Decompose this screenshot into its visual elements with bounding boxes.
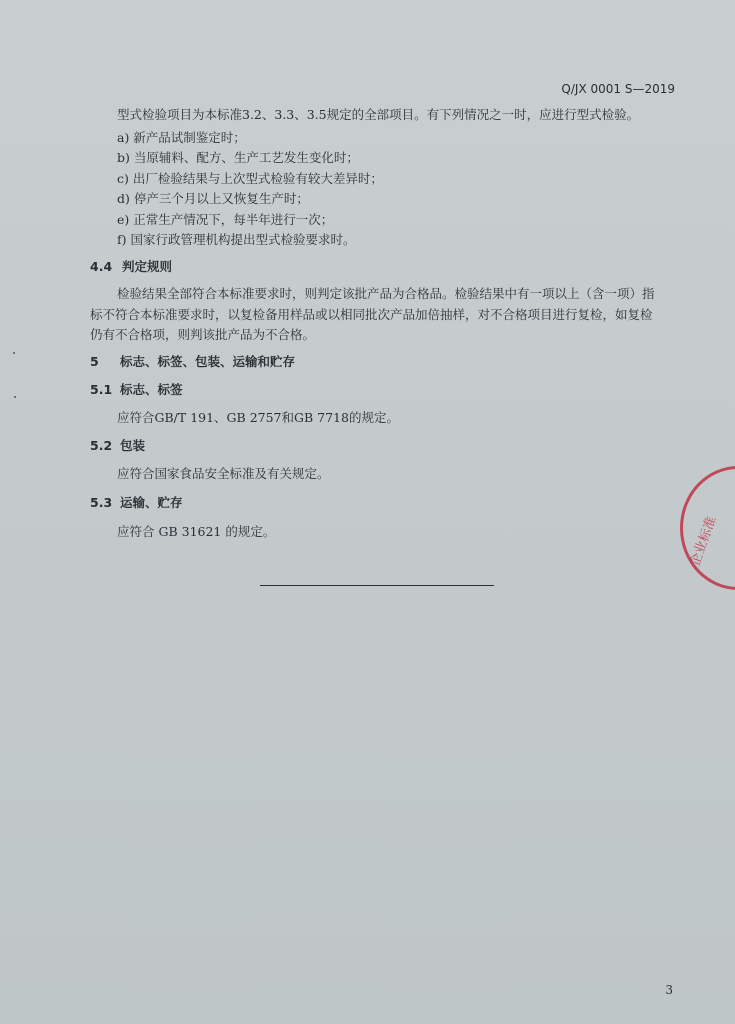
- section-5-1-text: 应符合GB/T 191、GB 2757和GB 7718的规定。: [117, 410, 399, 425]
- section-5-1-heading: [90, 382, 183, 398]
- section-5-3-text: 应符合 GB 31621 的规定。: [117, 524, 276, 539]
- scan-speck: [13, 352, 15, 354]
- section-title: 包装: [120, 438, 146, 453]
- list-item: e) 正常生产情况下，每半年进行一次；: [117, 212, 334, 227]
- list-item: b) 当原辅料、配方、生产工艺发生变化时；: [117, 150, 359, 165]
- list-item: a) 新产品试制鉴定时；: [117, 130, 246, 145]
- section-title: 标志、标签、包装、运输和贮存: [120, 354, 296, 369]
- section-title: 运输、贮存: [120, 495, 183, 510]
- section-4-4-heading: [90, 259, 172, 275]
- paragraph-line: 标不符合本标准要求时，以复检备用样品或以相同批次产品加倍抽样，对不合格项目进行复检，如复检: [90, 307, 653, 322]
- section-5-2-text: 应符合国家食品安全标准及有关规定。: [117, 466, 330, 481]
- scan-speck: [14, 396, 16, 398]
- list-item: d) 停产三个月以上又恢复生产时；: [117, 191, 309, 206]
- section-4-3-text: 型式检验项目为本标准3.2、3.3、3.5规定的全部项目。有下列情况之一时，应进行型式检验。: [117, 107, 640, 122]
- paragraph-line: 仍有不合格项，则判该批产品为不合格。: [90, 327, 316, 342]
- section-5-3-heading: [90, 495, 183, 511]
- section-5-2-heading: [90, 438, 145, 454]
- end-rule: [260, 585, 494, 586]
- section-number: 5.2: [90, 438, 113, 453]
- page-number: 3: [665, 983, 673, 997]
- list-item: f) 国家行政管理机构提出型式检验要求时。: [117, 232, 356, 247]
- section-number: 5: [90, 354, 99, 369]
- section-5-heading: [90, 354, 295, 370]
- section-title: 判定规则: [122, 259, 173, 274]
- red-seal-stamp: [680, 466, 735, 596]
- list-item: c) 出厂检验结果与上次型式检验有较大差异时；: [117, 171, 383, 186]
- stamp-text: 企业标准: [687, 514, 720, 569]
- section-number: 5.1: [90, 382, 113, 397]
- section-number: 4.4: [90, 259, 113, 274]
- standard-code: Q/JX 0001 S—2019: [561, 82, 675, 96]
- section-title: 标志、标签: [120, 382, 183, 397]
- section-number: 5.3: [90, 495, 113, 510]
- paragraph-line: 检验结果全部符合本标准要求时，则判定该批产品为合格品。检验结果中有一项以上（含一项）指: [117, 286, 655, 301]
